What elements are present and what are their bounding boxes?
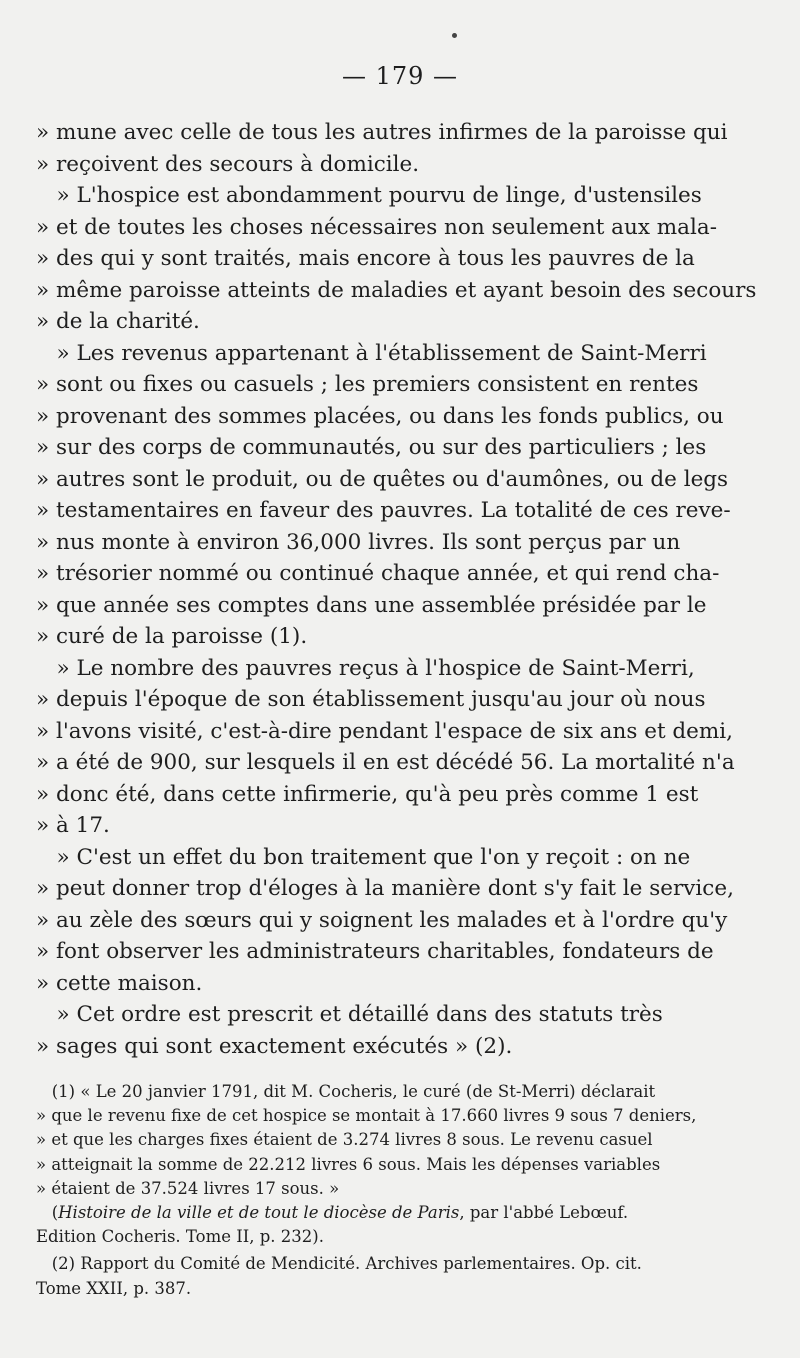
page-number: — 179 — xyxy=(341,62,459,90)
text-line: » l'avons visité, c'est-à-dire pendant l'espace de six ans et demi, xyxy=(36,718,733,744)
text-line: » au zèle des sœurs qui y soignent les malades et à l'ordre qu'y xyxy=(36,907,728,933)
text-line: » sont ou fixes ou casuels ; les premiers consistent en rentes xyxy=(36,372,699,397)
text-line: » et de toutes les choses nécessaires non seulement aux mala- xyxy=(36,214,717,240)
citation-rest: , par l'abbé Lebœuf. xyxy=(459,1202,629,1222)
text-line: » Le nombre des pauvres reçus à l'hospice de Saint-Merri, xyxy=(36,655,695,681)
text-line: » sur des corps de communautés, ou sur des particuliers ; les xyxy=(36,435,707,460)
text-line: » C'est un effet du bon traitement que l'on y reçoit : on ne xyxy=(36,844,691,870)
text-line: » testamentaires en faveur des pauvres. La totalité de ces reve- xyxy=(36,498,731,523)
text-line: » L'hospice est abondamment pourvu de linge, d'ustensiles xyxy=(36,183,702,208)
footnote-citation-line-2: Edition Cocheris. Tome II, p. 232). xyxy=(36,1227,324,1247)
citation-open: ( xyxy=(36,1202,59,1222)
text-line: » de la charité. xyxy=(36,309,200,334)
text-line: » a été de 900, sur lesquels il en est décédé 56. La mortalité n'a xyxy=(36,750,735,775)
footnote-line: » que le revenu fixe de cet hospice se montait à 17.660 livres 9 sous 7 deniers, xyxy=(36,1106,697,1126)
body-text xyxy=(36,117,764,1062)
text-line: » donc été, dans cette infirmerie, qu'à peu près comme 1 est xyxy=(36,781,699,807)
text-line: » que année ses comptes dans une assemblée présidée par le xyxy=(36,592,707,618)
text-line: » sages qui sont exactement exécutés » (2). xyxy=(36,1033,513,1059)
text-line: » Cet ordre est prescrit et détaillé dans des statuts très xyxy=(36,1002,663,1027)
text-line: » à 17. xyxy=(36,813,110,838)
footnote-line: » et que les charges fixes étaient de 3.274 livres 8 sous. Le revenu casuel xyxy=(36,1130,653,1150)
footnote-line: (1) « Le 20 janvier 1791, dit M. Cocheris, le curé (de St-Merri) déclarait xyxy=(36,1082,656,1101)
footnote-1 xyxy=(36,1080,764,1249)
footnote-line: (2) Rapport du Comité de Mendicité. Archives parlementaires. Op. cit. xyxy=(36,1254,642,1274)
text-line: » curé de la paroisse (1). xyxy=(36,624,308,649)
footnote-citation xyxy=(36,1201,764,1225)
text-line: » mune avec celle de tous les autres infirmes de la paroisse qui xyxy=(36,120,728,145)
text-line: » nus monte à environ 36,000 livres. Ils sont perçus par un xyxy=(36,529,681,555)
text-line: » depuis l'époque de son établissement jusqu'au jour où nous xyxy=(36,687,706,712)
text-line: » trésorier nommé ou continué chaque année, et qui rend cha- xyxy=(36,561,720,586)
text-line: » provenant des sommes placées, ou dans les fonds publics, ou xyxy=(36,403,724,429)
text-line: » Les revenus appartenant à l'établissement de Saint-Merri xyxy=(36,340,707,366)
footnote-line: » étaient de 37.524 livres 17 sous. » xyxy=(36,1178,340,1198)
text-line: » peut donner trop d'éloges à la manière dont s'y fait le service, xyxy=(36,876,734,901)
text-line: » reçoivent des secours à domicile. xyxy=(36,151,420,177)
text-line: » cette maison. xyxy=(36,970,203,996)
text-line: » font observer les administrateurs charitables, fondateurs de xyxy=(36,939,714,964)
text-line: » autres sont le produit, ou de quêtes ou d'aumônes, ou de legs xyxy=(36,466,729,492)
ink-speck xyxy=(452,33,457,38)
footnote-line: » atteignait la somme de 22.212 livres 6 sous. Mais les dépenses variables xyxy=(36,1154,661,1174)
footnote-line: Tome XXII, p. 387. xyxy=(36,1278,192,1298)
footnote-2 xyxy=(36,1252,764,1300)
citation-title: Histoire de la ville et de tout le diocèse de Paris xyxy=(58,1202,460,1222)
text-line: » des qui y sont traités, mais encore à tous les pauvres de la xyxy=(36,246,695,271)
footnotes xyxy=(36,1080,764,1301)
text-line: » même paroisse atteints de maladies et ayant besoin des secours xyxy=(36,277,757,303)
